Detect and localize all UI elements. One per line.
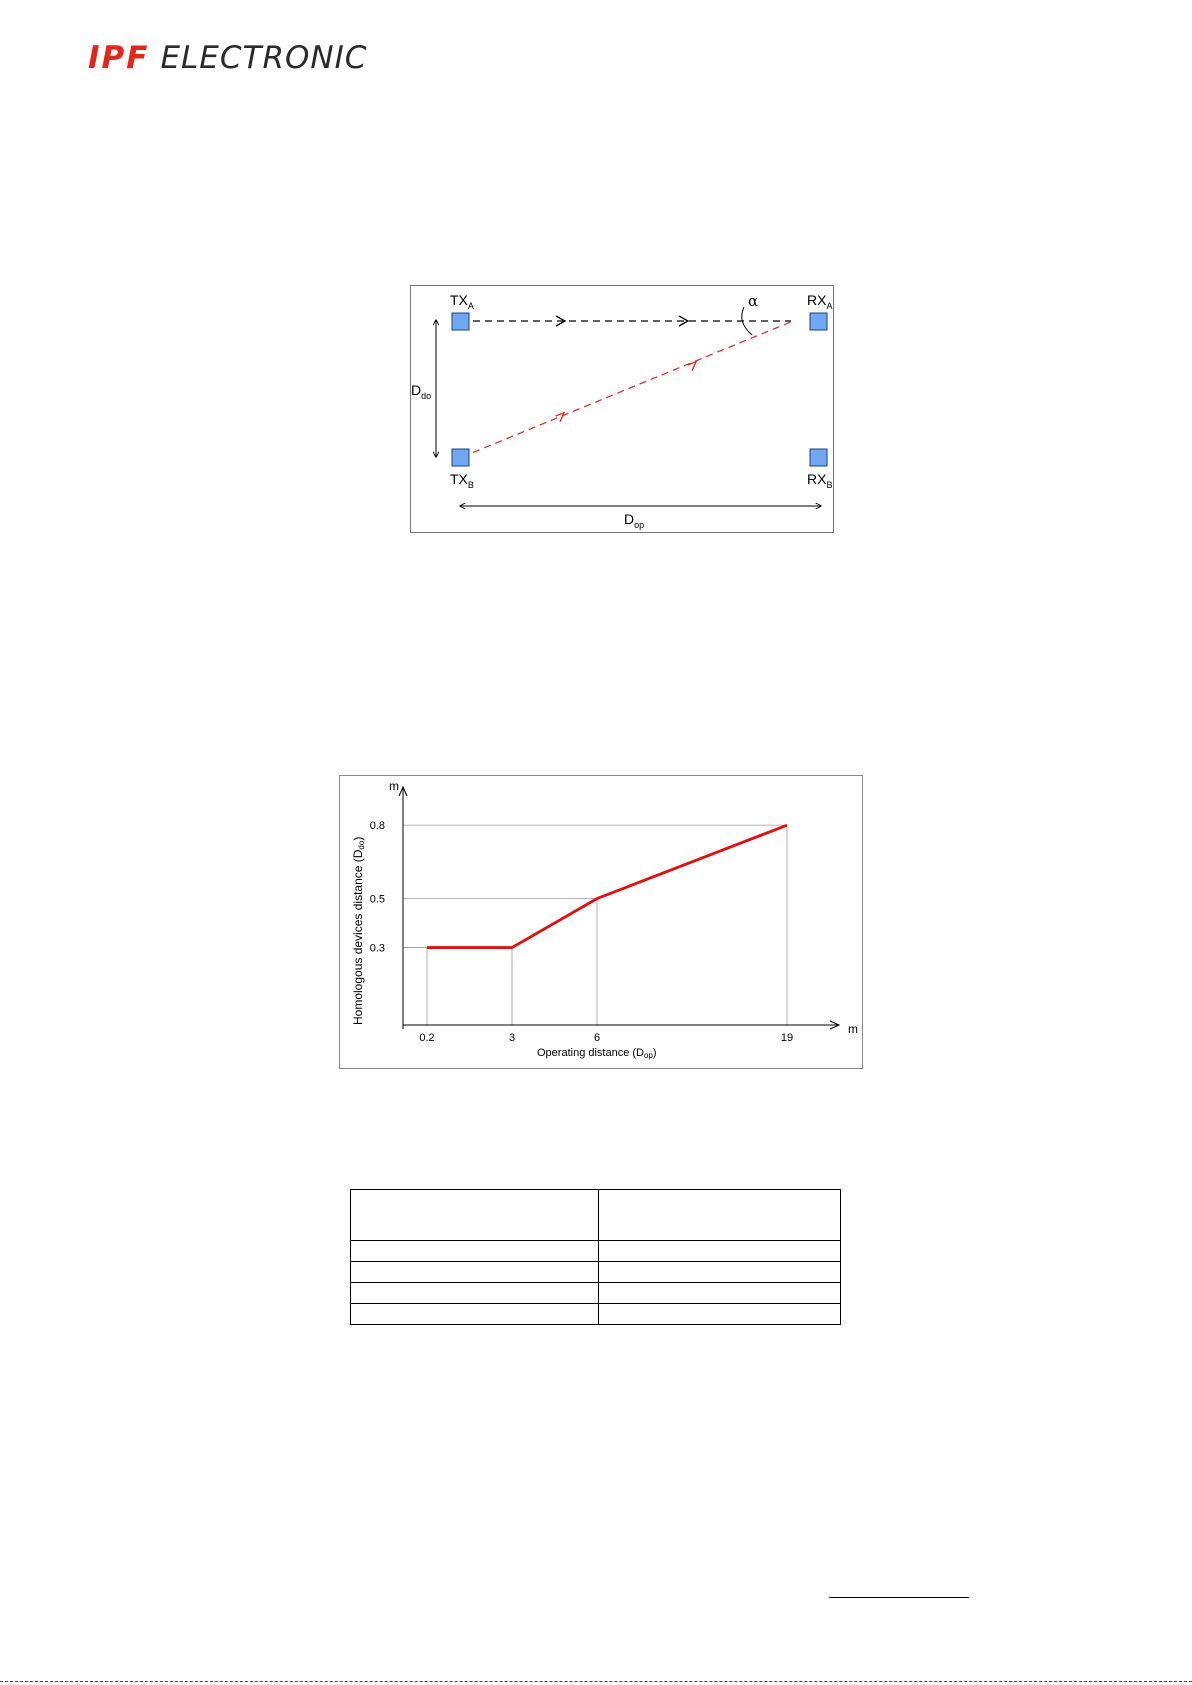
rx-b-label: $RX_B$ xyxy=(807,471,833,490)
y-unit-label: m xyxy=(389,779,399,793)
tx-a-label: $TX_A$ xyxy=(450,292,474,311)
table-header-row xyxy=(351,1190,841,1241)
table-header-cell xyxy=(351,1190,599,1241)
tx-a-device xyxy=(452,313,469,330)
arrangement-diagram xyxy=(410,285,834,533)
table-cell xyxy=(599,1283,841,1304)
table-cell xyxy=(351,1283,599,1304)
x-tick-label: 3 xyxy=(508,1032,516,1044)
distance-chart xyxy=(339,775,863,1069)
y-axis-title: Homologous devices distance (Ddo) xyxy=(351,836,366,1025)
logo-word: ELECTRONIC xyxy=(160,39,368,76)
horizontal-dimension-label: $D_{op}$ xyxy=(624,511,645,530)
page-bottom-line xyxy=(0,1681,1192,1682)
table-row xyxy=(351,1262,841,1283)
table-cell xyxy=(351,1241,599,1262)
table-header-cell xyxy=(599,1190,841,1241)
y-tick-label: 0.3 xyxy=(369,942,385,955)
table-row xyxy=(351,1304,841,1325)
x-unit-label: m xyxy=(848,1022,858,1036)
logo-brand: IPF xyxy=(88,39,150,76)
x-tick-label: 6 xyxy=(593,1032,601,1044)
rx-b-device xyxy=(810,449,827,466)
y-tick-label: 0.5 xyxy=(369,893,385,906)
table-row xyxy=(351,1241,841,1262)
table-cell xyxy=(351,1304,599,1325)
footer-rule xyxy=(829,1597,969,1598)
data-table xyxy=(350,1189,841,1325)
x-tick-label: 19 xyxy=(780,1032,794,1044)
x-axis-title: Operating distance (Dop) xyxy=(537,1047,657,1060)
diagram-frame xyxy=(411,286,834,533)
tx-b-device xyxy=(452,449,469,466)
table-cell xyxy=(351,1262,599,1283)
rx-a-device xyxy=(810,313,827,330)
x-tick-label: 0.2 xyxy=(419,1032,435,1044)
vertical-dimension-label: $D_{do}$ xyxy=(411,382,432,401)
y-tick-label: 0.8 xyxy=(369,820,385,833)
table-cell xyxy=(599,1262,841,1283)
rx-a-label: $RX_A$ xyxy=(807,292,833,311)
alpha-label: α xyxy=(748,292,759,310)
distance-chart-svg xyxy=(339,775,863,1069)
arrangement-diagram-svg xyxy=(410,285,834,533)
tx-b-label: $TX_B$ xyxy=(450,471,474,490)
table-cell xyxy=(599,1304,841,1325)
ipf-electronic-logo xyxy=(88,38,367,78)
table-cell xyxy=(599,1241,841,1262)
table-row xyxy=(351,1283,841,1304)
